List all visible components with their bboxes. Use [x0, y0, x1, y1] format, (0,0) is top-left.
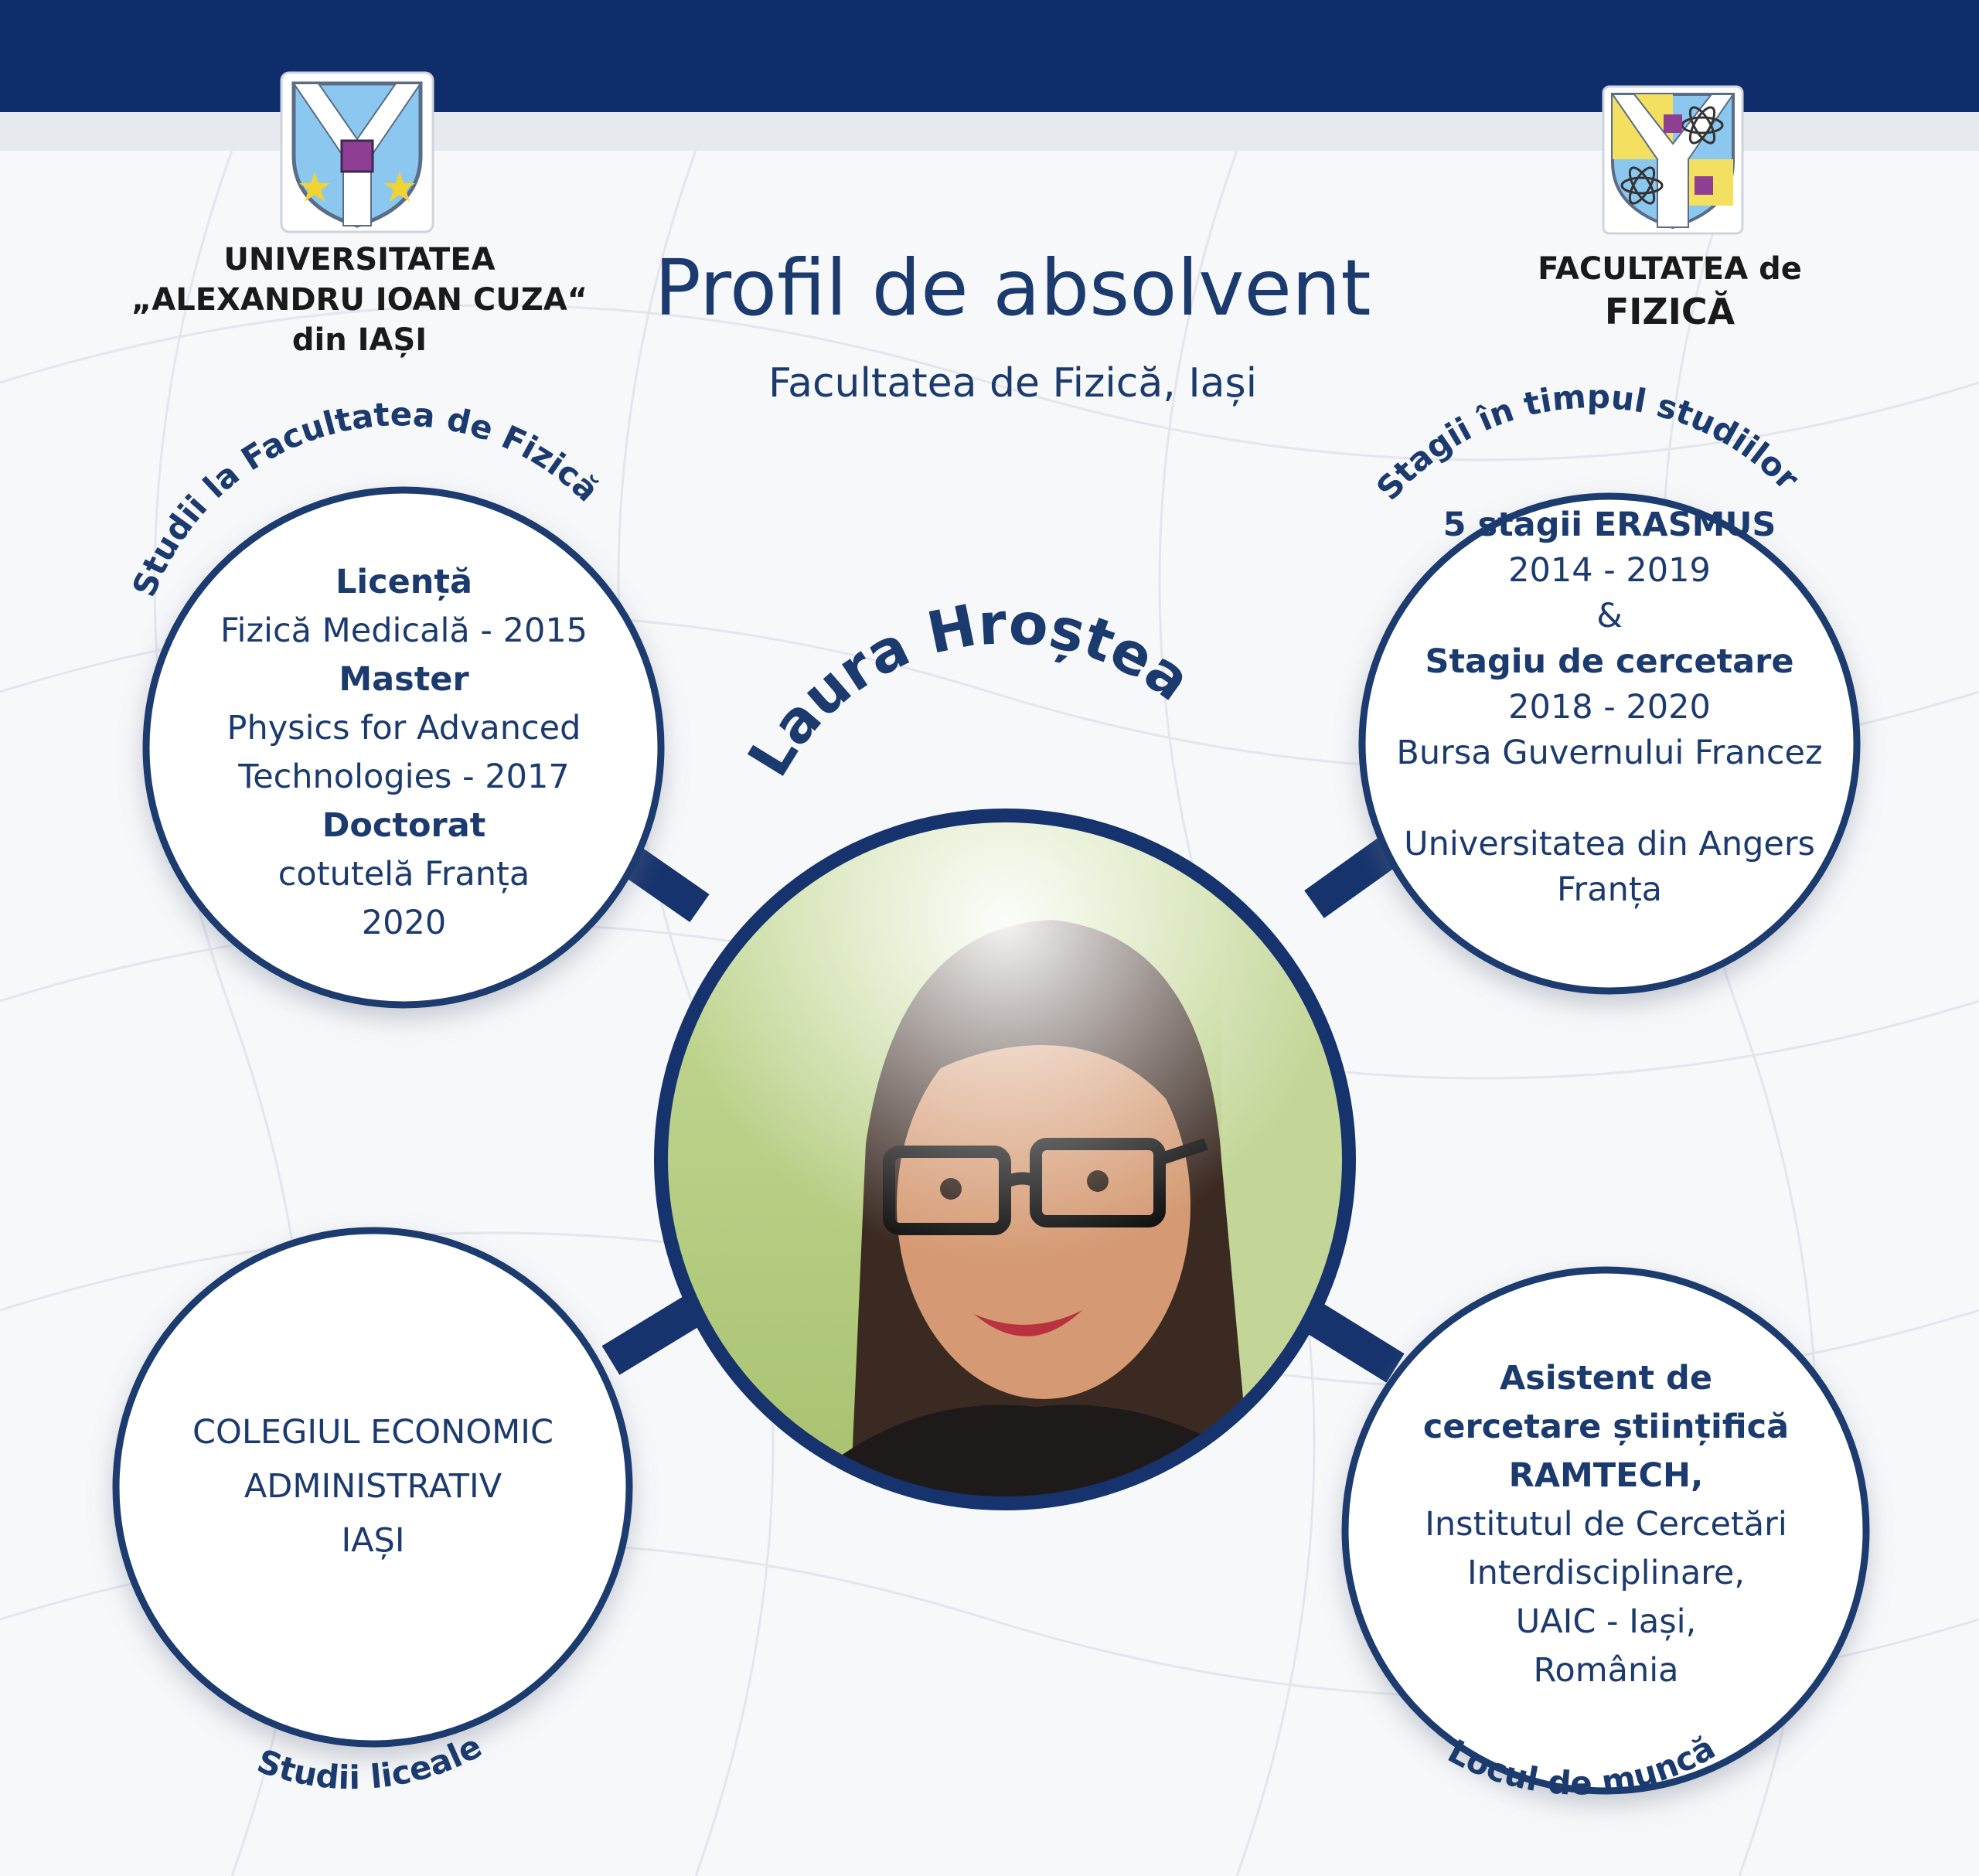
- highschool-line: COLEGIUL ECONOMIC: [192, 1413, 554, 1452]
- faculty-name-line1: FACULTATEA de: [1538, 251, 1802, 287]
- page-title: Profil de absolvent: [654, 243, 1371, 333]
- work-line: Interdisciplinare,: [1466, 1554, 1746, 1592]
- work-line: cercetare științifică: [1422, 1408, 1790, 1446]
- graduate-name: [735, 591, 1202, 788]
- internships-line: Bursa Guvernului Francez: [1396, 734, 1823, 772]
- university-name-line: „ALEXANDRU IOAN CUZA“: [131, 282, 588, 318]
- studies-line: Licență: [336, 563, 472, 601]
- university-name-line: UNIVERSITATEA: [223, 242, 496, 277]
- connector-bottom-left: [611, 1306, 700, 1360]
- highschool-line: ADMINISTRATIV: [244, 1467, 502, 1506]
- work-line: România: [1533, 1651, 1679, 1690]
- work-content: [1384, 1354, 1828, 1695]
- studies-line: Doctorat: [322, 806, 486, 845]
- page-subtitle: Facultatea de Fizică, Iași: [768, 360, 1258, 407]
- internships-line: 2014 - 2019: [1508, 551, 1711, 590]
- highschool-label-text: Studii liceale: [252, 1727, 488, 1797]
- work-label-text: Locul de muncă: [1442, 1728, 1722, 1803]
- studies-line: cotutelă Franța: [278, 855, 530, 894]
- work-line: UAIC - Iași,: [1515, 1602, 1697, 1641]
- faculty-name-line2: FIZICĂ: [1604, 291, 1735, 332]
- studies-line: Technologies - 2017: [238, 758, 570, 796]
- work-line: Institutul de Cercetări: [1425, 1505, 1787, 1544]
- connectors: [611, 846, 1395, 1368]
- internships-label-text: Stagii în timpul studiilor: [1368, 377, 1807, 508]
- internships-line: Stagiu de cercetare: [1425, 642, 1794, 681]
- studies-line: Fizică Medicală - 2015: [220, 611, 588, 650]
- internships-line: Universitatea din Angers: [1404, 825, 1815, 863]
- university-name-line: din IAȘI: [291, 322, 427, 358]
- highschool-content: [162, 1405, 584, 1568]
- photo-ring: [661, 815, 1349, 1503]
- highschool-line: IAȘI: [341, 1521, 405, 1560]
- studies-line: Master: [339, 660, 469, 699]
- internships-label: [1369, 377, 1807, 507]
- studies-content: [201, 558, 607, 948]
- internships-spacer: [1370, 776, 1849, 822]
- internships-content: [1370, 502, 1849, 913]
- work-line: Asistent de: [1499, 1359, 1712, 1398]
- studies-line: Physics for Advanced: [227, 709, 581, 747]
- internships-line: 2018 - 2020: [1508, 688, 1711, 727]
- internships-line: 5 stagii ERASMUS: [1443, 506, 1776, 544]
- studies-label-text: Studii la Facultatea de Fizică: [124, 395, 607, 602]
- graduate-name-text: Laura Hroștea: [735, 590, 1203, 788]
- internships-line: &: [1596, 597, 1623, 635]
- internships-line: Franța: [1556, 870, 1663, 909]
- work-line: RAMTECH,: [1508, 1456, 1704, 1495]
- studies-line: 2020: [361, 904, 447, 942]
